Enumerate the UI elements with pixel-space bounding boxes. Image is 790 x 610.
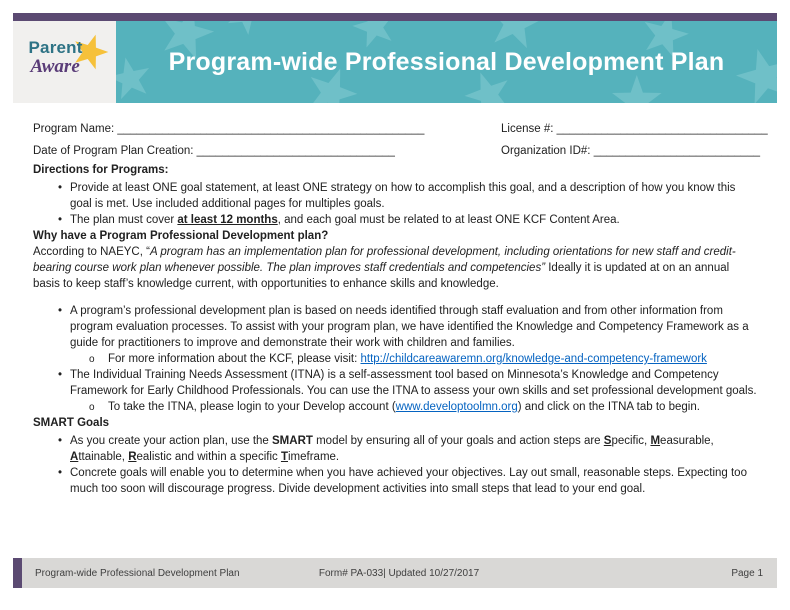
smart-bullet-2: • Concrete goals will enable you to determine when you have achieved your objectives. Lay out small, reasonable steps. Expecting too much too soon will discourage progress. Divide development activities into small steps that lead to your end goal. (33, 465, 757, 497)
page-title: Program-wide Professional Development Plan (168, 47, 725, 76)
smart-goals-heading: SMART Goals (33, 417, 110, 429)
why-heading: Why have a Program Professional Development plan? (33, 230, 329, 242)
plan-creation-date-field (33, 140, 424, 162)
directions-bullet-2: • The plan must cover at least 12 months, and each goal must be related to at least ONE KCF Content Area. (33, 212, 757, 228)
why-list (33, 303, 757, 415)
footer-accent-block (13, 558, 22, 588)
license-number-label: License #: (501, 123, 554, 135)
license-number-field (501, 118, 768, 140)
organization-id-label: Organization ID#: (501, 145, 591, 157)
program-name-label: Program Name: (33, 123, 115, 135)
document-body (0, 118, 790, 497)
page-header (13, 21, 777, 103)
logo-text-aware: Aware (30, 56, 80, 77)
page-footer (13, 558, 777, 588)
organization-id-field (501, 140, 760, 162)
parent-aware-logo (13, 21, 116, 103)
top-accent-bar (13, 13, 777, 21)
footer-form-number: Form# PA-033| Updated 10/27/2017 (318, 567, 480, 579)
plan-creation-date-label: Date of Program Plan Creation: (33, 145, 194, 157)
license-number-blank-line[interactable]: _________________________________ (556, 123, 768, 135)
plan-creation-date-blank-line[interactable]: _______________________________ (196, 145, 395, 157)
directions-bullet-1: • Provide at least ONE goal statement, at least ONE strategy on how to accomplish this goal, and a description of how you know this goal is met. Use included additional pages for multiples goals. (33, 180, 757, 212)
kcf-bullet: • A program’s professional development plan is based on needs identified through staff evaluation and from other information from program evaluation processes. To assist with your program plan, we have identified the Knowledge and Competency Framework as a guide for practitioners to improve and demonstrate their work with children and families. (33, 303, 757, 351)
directions-heading: Directions for Programs: (33, 164, 169, 176)
itna-link-bullet[interactable]: o To take the ITNA, please login to your Develop account (www.developtoolmn.org) and click on the ITNA tab to begin. (33, 399, 757, 415)
why-paragraph: According to NAEYC, “A program has an implementation plan for professional development, including orientations for new staff and credit-bearing course work plan whenever possible. The plan improves staff credentials and competencies” Ideally it is updated at on an annual basis to keep staff’s knowledge current, with opportunities to enhance skills and knowledge. (33, 246, 736, 290)
smart-bullet-1: • As you create your action plan, use the SMART model by ensuring all of your goals and action steps are Specific, Measurable, Attainable, Realistic and within a specific Timeframe. (33, 433, 757, 465)
kcf-link-bullet[interactable]: o For more information about the KCF, please visit: http://childcareawaremn.org/knowledge-and-competency-framework (33, 351, 757, 367)
program-name-field (33, 118, 424, 140)
organization-id-blank-line[interactable]: __________________________ (593, 145, 760, 157)
title-banner (116, 21, 777, 103)
program-name-blank-line[interactable]: ________________________________________________ (117, 123, 425, 135)
form-fields (33, 118, 768, 162)
directions-list (33, 180, 757, 228)
smart-goals-list (33, 433, 757, 497)
footer-page-number: Page 1 (731, 567, 764, 579)
footer-document-title: Program-wide Professional Development Plan (35, 567, 240, 579)
itna-bullet: • The Individual Training Needs Assessment (ITNA) is a self-assessment tool based on Minnesota’s Knowledge and Competency Framework for Early Childhood Professionals. You can use the ITNA to assess your own skills and set professional development goals. (33, 367, 757, 399)
logo-text-parent: Parent (28, 38, 83, 57)
